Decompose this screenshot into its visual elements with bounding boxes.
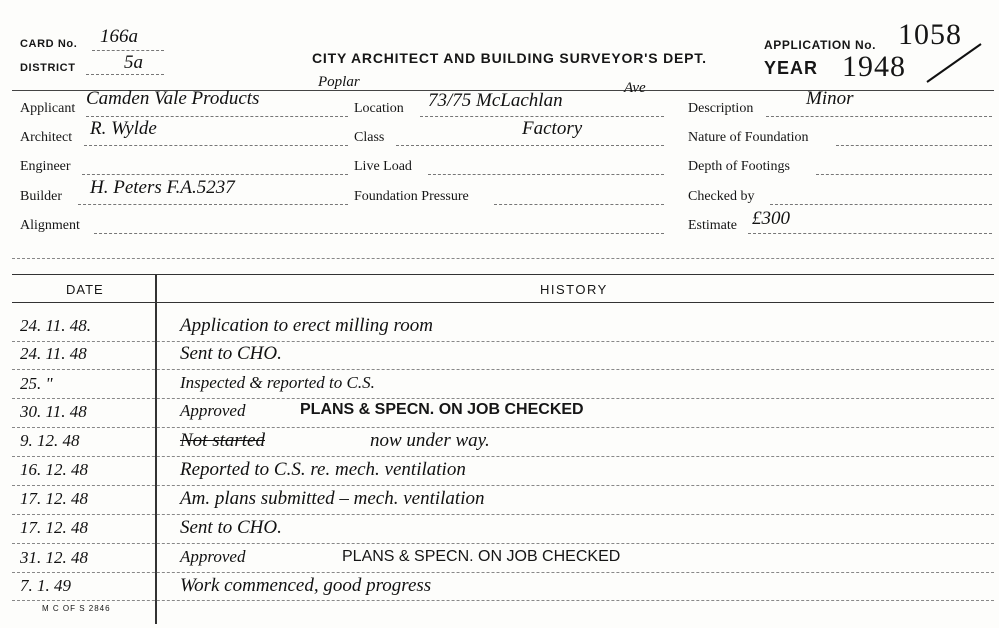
history-top-border: [12, 274, 994, 275]
row-date: 9. 12. 48: [20, 431, 80, 450]
architect-rule: [84, 145, 348, 146]
row-rule: [12, 427, 994, 428]
history-header-rule: [12, 302, 994, 303]
row-rule: [12, 485, 994, 486]
application-number: 1058: [898, 18, 962, 51]
row-rule: [12, 369, 994, 370]
row-rule: [12, 514, 994, 515]
year-label: YEAR: [764, 58, 819, 78]
location-rule: [420, 116, 664, 117]
engineer-label: Engineer: [20, 159, 71, 174]
row-date: 25. ": [20, 374, 53, 393]
architect-value: R. Wylde: [90, 118, 157, 139]
row-date: 24. 11. 48.: [20, 316, 91, 335]
row-note: Approved: [180, 401, 246, 420]
description-rule: [766, 116, 992, 117]
foundation-pressure-label: Foundation Pressure: [354, 189, 469, 204]
row-rule: [12, 398, 994, 399]
foundation-pressure-rule: [494, 204, 664, 205]
location-label: Location: [354, 101, 404, 116]
row-note: Work commenced, good progress: [180, 575, 432, 596]
row-date: 24. 11. 48: [20, 344, 87, 363]
pen-slash-mark: [925, 42, 985, 84]
class-label: Class: [354, 130, 385, 145]
form-code: M C OF S 2846: [42, 604, 111, 613]
architect-label: Architect: [20, 130, 73, 145]
row-rule: [12, 543, 994, 544]
applicant-value: Camden Vale Products: [86, 88, 260, 109]
row-note: now under way.: [370, 430, 490, 451]
card-no-rule: [92, 50, 164, 51]
row-note: Approved: [180, 547, 246, 566]
row-rule: [12, 456, 994, 457]
row-rule: [12, 600, 994, 601]
class-rule: [396, 145, 664, 146]
row-rule: [12, 572, 994, 573]
date-header: DATE: [66, 282, 104, 297]
district-label: DISTRICT: [20, 62, 76, 74]
row-date: 16. 12. 48: [20, 460, 88, 479]
history-header: HISTORY: [540, 282, 608, 297]
row-note: Sent to CHO.: [180, 343, 282, 364]
district-rule: [86, 74, 164, 75]
depth-of-footings-label: Depth of Footings: [688, 159, 790, 174]
approval-stamp: PLANS & SPECN. ON JOB CHECKED: [300, 401, 584, 418]
row-note: Am. plans submitted – mech. ventilation: [180, 488, 485, 509]
alignment-label: Alignment: [20, 218, 80, 233]
row-date: 7. 1. 49: [20, 576, 71, 595]
fields-bottom-rule: [12, 258, 994, 259]
class-value: Factory: [522, 118, 583, 139]
row-date: 31. 12. 48: [20, 548, 88, 567]
estimate-rule: [748, 233, 992, 234]
approval-stamp: PLANS & SPECN. ON JOB CHECKED: [342, 548, 621, 565]
application-label: APPLICATION No.: [764, 38, 877, 52]
nature-rule: [836, 145, 992, 146]
engineer-rule: [82, 174, 348, 175]
row-note: Sent to CHO.: [180, 517, 282, 538]
row-rule: [12, 341, 994, 342]
row-date: 30. 11. 48: [20, 402, 87, 421]
applicant-rule: [86, 116, 348, 117]
live-load-rule: [428, 174, 664, 175]
row-note: Application to erect milling room: [180, 315, 433, 336]
builder-rule: [78, 204, 348, 205]
depth-rule: [816, 174, 992, 175]
row-date: 17. 12. 48: [20, 518, 88, 537]
nature-of-foundation-label: Nature of Foundation: [688, 130, 809, 145]
location-annotation: Poplar: [318, 74, 360, 90]
description-value: Minor: [806, 88, 854, 109]
row-note-struck: Not started: [180, 430, 265, 451]
district-value: 5a: [124, 52, 143, 73]
alignment-rule: [94, 233, 664, 234]
estimate-label: Estimate: [688, 218, 737, 233]
row-date: 17. 12. 48: [20, 489, 88, 508]
builder-value: H. Peters F.A.5237: [90, 177, 235, 198]
live-load-label: Live Load: [354, 159, 412, 174]
card-no-label: CARD No.: [20, 38, 78, 50]
card-no-value: 166a: [100, 26, 138, 47]
row-note: Inspected & reported to C.S.: [180, 373, 375, 392]
estimate-value: £300: [752, 208, 790, 229]
description-label: Description: [688, 101, 754, 116]
builder-label: Builder: [20, 189, 62, 204]
year-value: 1948: [842, 50, 906, 83]
checked-rule: [770, 204, 992, 205]
applicant-label: Applicant: [20, 101, 76, 116]
location-suffix: Ave: [624, 80, 646, 96]
row-note: Reported to C.S. re. mech. ventilation: [180, 459, 466, 480]
location-value: 73/75 McLachlan: [428, 90, 563, 111]
checked-by-label: Checked by: [688, 189, 755, 204]
department-title: CITY ARCHITECT AND BUILDING SURVEYOR'S DEPT.: [312, 50, 707, 66]
